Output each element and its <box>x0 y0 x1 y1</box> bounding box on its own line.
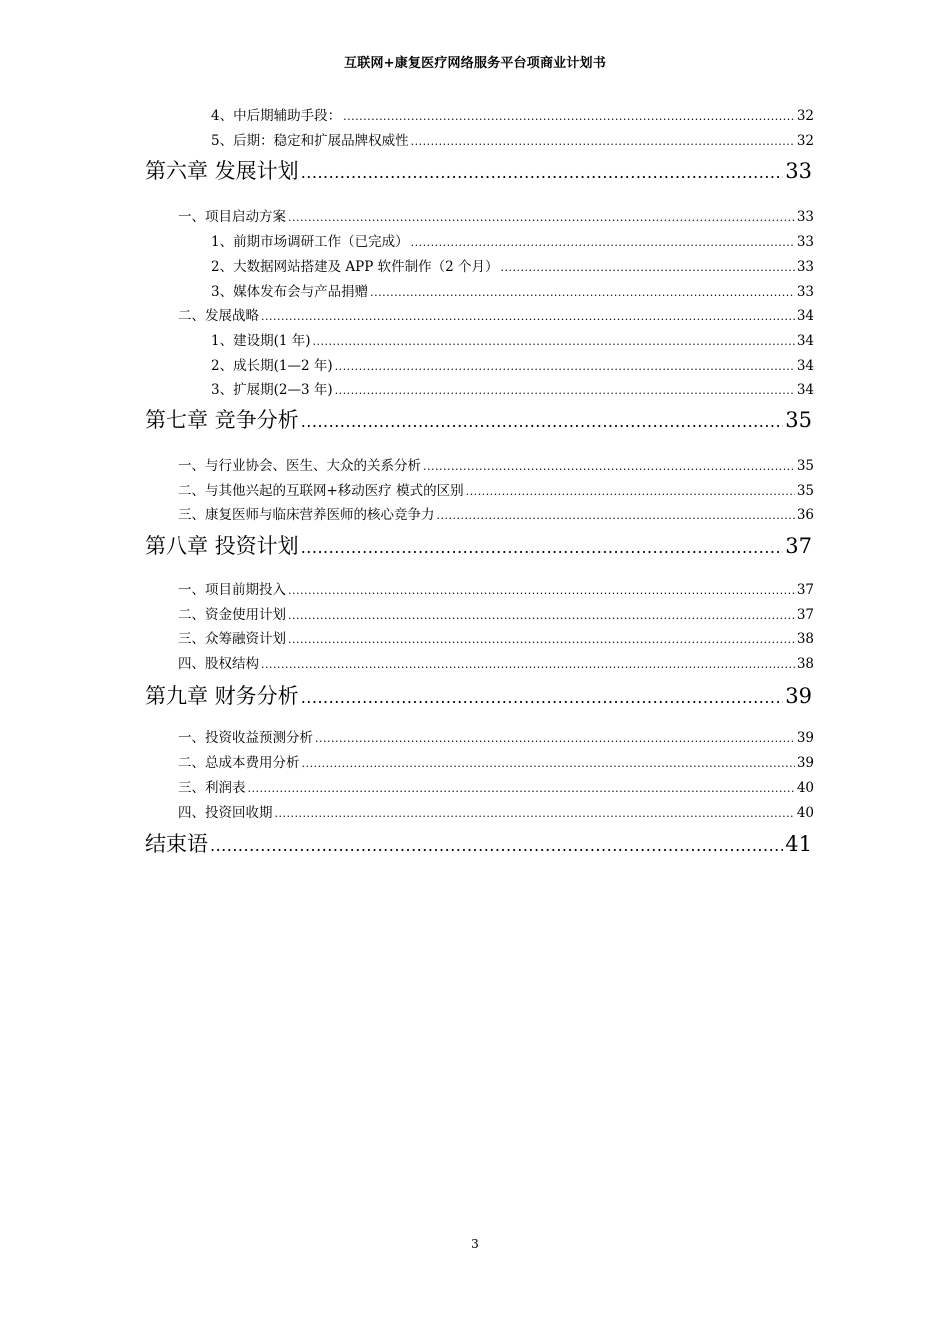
toc-entry[interactable] <box>178 776 814 794</box>
toc-entry[interactable] <box>211 230 814 248</box>
toc-entry[interactable] <box>211 354 814 372</box>
toc-entry-label: 二、总成本费用分析 <box>178 755 300 771</box>
toc-entry-label: 1、建设期(1 年) <box>211 333 311 349</box>
toc-entry-page-number: 34 <box>796 382 814 398</box>
toc-entry-label: 二、发展战略 <box>178 308 259 324</box>
toc-entry-label: 第九章 财务分析 <box>145 684 299 708</box>
toc-entry[interactable] <box>178 503 814 521</box>
toc-entry-label: 2、大数据网站搭建及 APP 软件制作（2 个月） <box>211 259 499 275</box>
toc-dot-leader <box>437 509 795 522</box>
toc-entry[interactable] <box>178 751 814 769</box>
toc-entry-page-number: 34 <box>796 308 814 324</box>
toc-chapter-entry[interactable] <box>145 828 812 856</box>
toc-entry[interactable] <box>178 205 814 223</box>
page-number: 3 <box>471 1237 479 1251</box>
toc-entry[interactable] <box>178 603 814 621</box>
toc-entry-page-number: 37 <box>796 582 814 598</box>
toc-entry[interactable] <box>178 454 814 472</box>
toc-entry-page-number: 33 <box>785 159 812 183</box>
toc-dot-leader <box>261 310 795 323</box>
toc-entry-label: 一、投资收益预测分析 <box>178 730 313 746</box>
toc-entry-page-number: 35 <box>796 458 814 474</box>
toc-dot-leader <box>423 460 795 473</box>
toc-chapter-entry[interactable] <box>145 404 812 432</box>
toc-dot-leader <box>315 732 795 745</box>
toc-dot-leader <box>335 360 795 373</box>
toc-entry[interactable] <box>178 304 814 322</box>
toc-entry-page-number: 41 <box>785 832 812 856</box>
toc-entry-label: 结束语 <box>145 832 208 856</box>
toc-entry[interactable] <box>211 280 814 298</box>
toc-entry-page-number: 35 <box>785 408 812 432</box>
toc-dot-leader <box>301 688 784 707</box>
toc-entry-label: 1、前期市场调研工作（已完成） <box>211 234 409 250</box>
toc-entry-label: 三、康复医师与临床营养医师的核心竞争力 <box>178 507 435 523</box>
toc-entry-page-number: 37 <box>796 607 814 623</box>
toc-dot-leader <box>313 335 795 348</box>
toc-entry-page-number: 32 <box>796 108 814 124</box>
toc-entry-label: 4、中后期辅助手段： <box>211 108 342 124</box>
toc-entry-label: 5、后期：稳定和扩展品牌权威性 <box>211 133 409 149</box>
toc-entry[interactable] <box>178 652 814 670</box>
toc-entry-label: 三、众筹融资计划 <box>178 631 286 647</box>
toc-entry[interactable] <box>211 255 814 273</box>
toc-entry-page-number: 39 <box>785 684 812 708</box>
toc-entry-label: 3、扩展期(2—3 年) <box>211 382 333 398</box>
toc-entry-page-number: 40 <box>796 805 814 821</box>
toc-entry-label: 二、与其他兴起的互联网+移动医疗 模式的区别 <box>178 483 464 499</box>
toc-dot-leader <box>343 110 795 123</box>
toc-entry-page-number: 37 <box>785 534 812 558</box>
toc-dot-leader <box>288 633 795 646</box>
toc-entry-page-number: 32 <box>796 133 814 149</box>
toc-entry-page-number: 34 <box>796 333 814 349</box>
toc-chapter-entry[interactable] <box>145 530 812 558</box>
toc-entry[interactable] <box>178 801 814 819</box>
toc-chapter-entry[interactable] <box>145 680 812 708</box>
toc-dot-leader <box>335 384 795 397</box>
toc-dot-leader <box>302 757 795 770</box>
toc-entry-label: 一、与行业协会、医生、大众的关系分析 <box>178 458 421 474</box>
toc-entry-page-number: 39 <box>796 755 814 771</box>
toc-entry-page-number: 40 <box>796 780 814 796</box>
toc-entry-label: 3、媒体发布会与产品捐赠 <box>211 284 369 300</box>
toc-entry[interactable] <box>211 378 814 396</box>
toc-entry-page-number: 33 <box>796 209 814 225</box>
toc-entry[interactable] <box>178 479 814 497</box>
toc-entry-label: 第七章 竞争分析 <box>145 408 299 432</box>
toc-entry[interactable] <box>178 726 814 744</box>
toc-dot-leader <box>411 236 795 249</box>
toc-entry[interactable] <box>178 578 814 596</box>
toc-dot-leader <box>411 135 795 148</box>
toc-entry-page-number: 33 <box>796 284 814 300</box>
toc-entry-label: 第六章 发展计划 <box>145 159 299 183</box>
toc-entry-page-number: 35 <box>796 483 814 499</box>
toc-entry-page-number: 36 <box>796 507 814 523</box>
toc-dot-leader <box>500 261 794 274</box>
toc-entry-page-number: 38 <box>796 631 814 647</box>
toc-entry[interactable] <box>211 129 814 147</box>
toc-entry-label: 四、投资回收期 <box>178 805 273 821</box>
toc-dot-leader <box>370 286 795 299</box>
toc-dot-leader <box>288 609 795 622</box>
toc-entry-label: 2、成长期(1—2 年) <box>211 358 333 374</box>
toc-chapter-entry[interactable] <box>145 155 812 183</box>
toc-entry[interactable] <box>211 329 814 347</box>
toc-dot-leader <box>288 584 795 597</box>
toc-dot-leader <box>261 658 795 671</box>
toc-entry-label: 一、项目启动方案 <box>178 209 286 225</box>
toc-dot-leader <box>288 211 795 224</box>
toc-entry-label: 二、资金使用计划 <box>178 607 286 623</box>
toc-entry-label: 三、利润表 <box>178 780 246 796</box>
toc-entry-page-number: 38 <box>796 656 814 672</box>
toc-dot-leader <box>210 836 783 855</box>
document-header-title: 互联网+康复医疗网络服务平台项商业计划书 <box>344 56 606 71</box>
toc-entry[interactable] <box>178 627 814 645</box>
toc-dot-leader <box>466 485 795 498</box>
toc-entry-label: 四、股权结构 <box>178 656 259 672</box>
toc-dot-leader <box>275 807 795 820</box>
toc-entry-label: 第八章 投资计划 <box>145 534 299 558</box>
toc-entry-page-number: 33 <box>796 234 814 250</box>
toc-dot-leader <box>301 163 784 182</box>
toc-entry-page-number: 39 <box>796 730 814 746</box>
toc-entry-page-number: 34 <box>796 358 814 374</box>
toc-entry-page-number: 33 <box>796 259 814 275</box>
toc-dot-leader <box>248 782 795 795</box>
toc-entry-label: 一、项目前期投入 <box>178 582 286 598</box>
toc-entry[interactable] <box>211 104 814 122</box>
toc-dot-leader <box>301 538 784 557</box>
toc-dot-leader <box>301 412 784 431</box>
